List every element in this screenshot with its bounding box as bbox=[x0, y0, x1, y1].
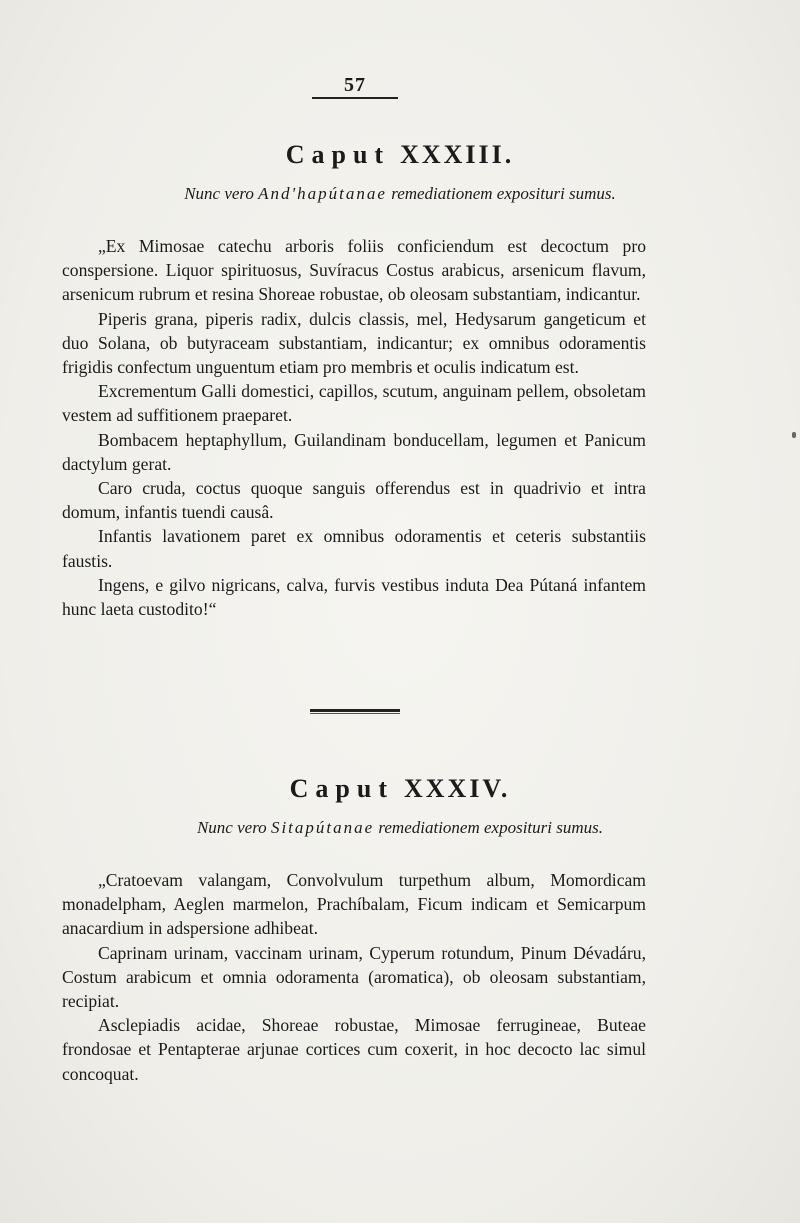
subtitle-name: Sitapútanae bbox=[270, 818, 375, 837]
chapter-heading-xxxiv bbox=[0, 774, 800, 804]
chapter-heading-word: Caput bbox=[285, 140, 391, 169]
chapter-heading-xxxiii bbox=[0, 140, 800, 170]
paper-speck bbox=[792, 432, 796, 438]
chapter-subtitle-xxxiv bbox=[60, 818, 740, 838]
paragraph: Excrementum Galli domestici, capillos, scutum, anguinam pellem, obsoletam vestem ad suffitionem praeparet. bbox=[62, 381, 646, 426]
subtitle-post: remediationem exposituri sumus. bbox=[378, 818, 604, 837]
paragraph: Caro cruda, coctus quoque sanguis offerendus est in quadrivio et intra domum, infantis tuendi causâ. bbox=[62, 478, 646, 523]
chapter-text-xxxiv bbox=[62, 868, 646, 1086]
page-number: 57 bbox=[344, 74, 366, 96]
section-divider bbox=[310, 709, 400, 712]
paragraph: Asclepiadis acidae, Shoreae robustae, Mimosae ferrugineae, Buteae frondosae et Pentapterae arjunae cortices cum coxerit, in hoc decocto lac simul concoquat. bbox=[62, 1015, 646, 1084]
chapter-heading-word: Caput bbox=[289, 774, 394, 803]
paragraph: Ingens, e gilvo nigricans, calva, furvis vestibus induta Dea Pútaná infantem hunc laeta custodito!“ bbox=[62, 574, 646, 620]
subtitle-pre: Nunc vero bbox=[196, 818, 267, 837]
chapter-subtitle-xxxiii bbox=[60, 184, 740, 204]
paragraph: Bombacem heptaphyllum, Guilandinam bonducellam, legumen et Panicum dactylum gerat. bbox=[62, 429, 646, 474]
chapter-heading-numeral: XXXIV. bbox=[403, 774, 511, 803]
chapter-heading-numeral: XXXIII. bbox=[400, 140, 515, 169]
paragraph: „Ex Mimosae catechu arboris foliis conficiendum est decoctum pro conspersione. Liquor spirituosus, Suvíracus Costus arabicus, arsenicum flavum, arsenicum rubrum et resina Shoreae robustae, ob oleosam substantiam, indicantur. bbox=[62, 236, 646, 305]
paragraph: Caprinam urinam, vaccinam urinam, Cyperum rotundum, Pinum Dévadáru, Costum arabicum et omnia odoramenta (aromatica), ob oleosam substantiam, recipiat. bbox=[62, 942, 646, 1012]
subtitle-name: And'hapútanae bbox=[258, 184, 387, 203]
paragraph: „Cratoevam valangam, Convolvulum turpethum album, Momordicam monadelpham, Aeglen marmelon, Prachíbalam, Ficum indicam et Semicarpum anacardium in adspersione adhibeat. bbox=[62, 870, 646, 939]
chapter-text-xxxiii bbox=[62, 234, 646, 621]
subtitle-post: remediationem exposituri sumus. bbox=[391, 184, 616, 203]
page-number-rule bbox=[312, 97, 398, 99]
paragraph: Infantis lavationem paret ex omnibus odoramentis et ceteris substantiis faustis. bbox=[62, 526, 646, 571]
paragraph: Piperis grana, piperis radix, dulcis classis, mel, Hedysarum gangeticum et duo Solana, ob butyraceam substantiam, indicantur; ex omnibus odoramentis frigidis confectum unguentum etiam pro membris et oculis indicatum est. bbox=[62, 308, 646, 378]
subtitle-pre: Nunc vero bbox=[184, 184, 254, 203]
